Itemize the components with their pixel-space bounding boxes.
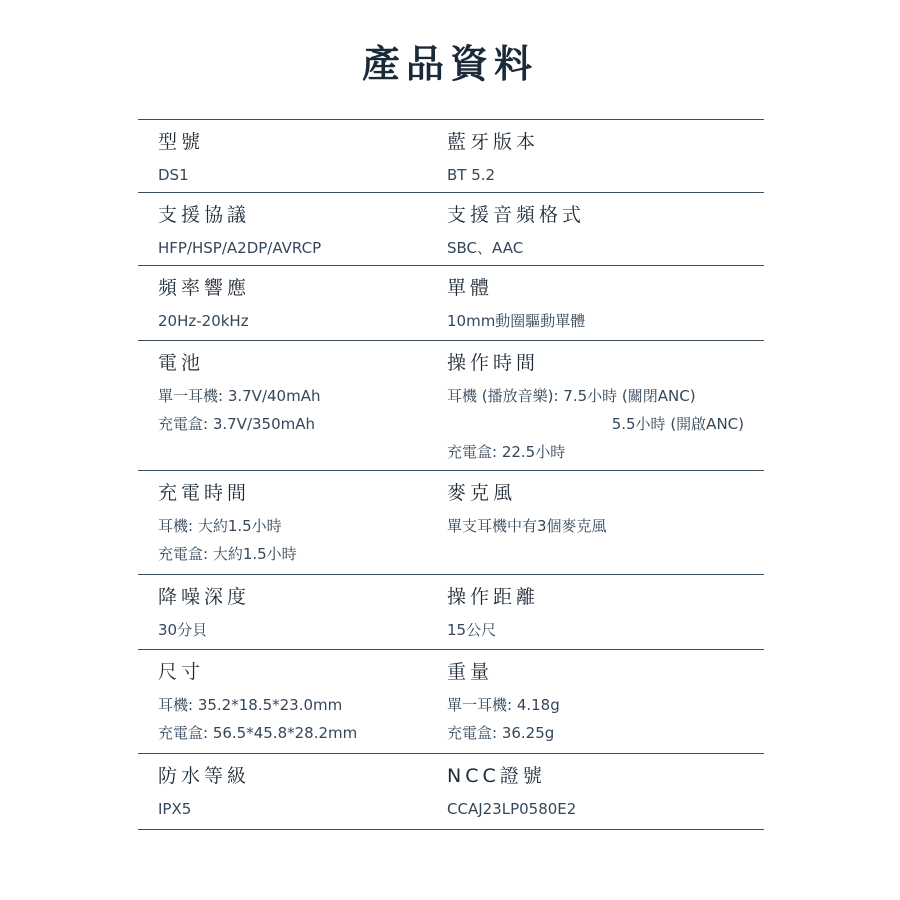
spec-row-noise xyxy=(138,575,764,650)
spec-value: 5.5小時 (開啟ANC) xyxy=(611,415,744,433)
spec-value: 15公尺 xyxy=(447,621,497,639)
spec-label: 型號 xyxy=(158,131,205,153)
spec-value: 單一耳機: 4.18g xyxy=(447,696,560,714)
spec-battery xyxy=(158,351,428,438)
spec-label: 尺寸 xyxy=(158,661,205,683)
spec-value: HFP/HSP/A2DP/AVRCP xyxy=(158,239,322,257)
spec-label: 降噪深度 xyxy=(158,586,251,608)
spec-row-battery xyxy=(138,341,764,471)
spec-dimensions xyxy=(158,660,428,747)
spec-label: 充電時間 xyxy=(158,482,251,504)
spec-value: 20Hz-20kHz xyxy=(158,312,249,330)
spec-value: SBC、AAC xyxy=(447,239,524,257)
spec-row-protocol xyxy=(138,193,764,266)
spec-label: 支援協議 xyxy=(158,204,251,226)
spec-charging-time xyxy=(158,481,428,568)
spec-label: 防水等級 xyxy=(158,765,251,787)
spec-table xyxy=(138,119,764,830)
spec-value: 充電盒: 22.5小時 xyxy=(447,443,566,461)
spec-value: 30分貝 xyxy=(158,621,208,639)
spec-value: 單一耳機: 3.7V/40mAh xyxy=(158,387,321,405)
spec-label: 麥克風 xyxy=(447,482,517,504)
spec-label: 頻率響應 xyxy=(158,277,251,299)
page-title: 產品資料 xyxy=(361,42,538,86)
spec-value: 充電盒: 56.5*45.8*28.2mm xyxy=(158,724,358,742)
spec-label: 電池 xyxy=(158,352,205,374)
spec-waterproof-rating xyxy=(158,764,428,823)
spec-protocols xyxy=(158,203,428,262)
spec-row-charging xyxy=(138,471,764,575)
spec-value: DS1 xyxy=(158,166,189,184)
spec-value: 充電盒: 36.25g xyxy=(447,724,555,742)
spec-value: 耳機 (播放音樂): 7.5小時 (關閉ANC) xyxy=(447,387,696,405)
spec-label: 單體 xyxy=(447,277,494,299)
spec-row-frequency xyxy=(138,266,764,341)
spec-frequency-response xyxy=(158,276,428,335)
spec-audio-formats xyxy=(447,203,757,262)
spec-row-waterproof xyxy=(138,754,764,830)
spec-noise-reduction xyxy=(158,585,428,644)
spec-ncc-number xyxy=(447,764,757,823)
spec-value: IPX5 xyxy=(158,800,192,818)
spec-operating-time xyxy=(447,351,757,466)
spec-weight xyxy=(447,660,757,747)
spec-label: NCC證號 xyxy=(447,765,546,787)
spec-value: 充電盒: 大約1.5小時 xyxy=(158,545,297,563)
spec-row-model xyxy=(138,120,764,193)
spec-driver xyxy=(447,276,757,335)
spec-value: 10mm動圈驅動單體 xyxy=(447,312,586,330)
spec-value: 耳機: 大約1.5小時 xyxy=(158,517,282,535)
spec-operating-range xyxy=(447,585,757,644)
spec-bluetooth-version xyxy=(447,130,757,189)
spec-label: 重量 xyxy=(447,661,494,683)
spec-label: 操作時間 xyxy=(447,352,540,374)
spec-label: 藍牙版本 xyxy=(447,131,540,153)
spec-value: CCAJ23LP0580E2 xyxy=(447,800,577,818)
spec-model xyxy=(158,130,428,189)
spec-value: 單支耳機中有3個麥克風 xyxy=(447,517,607,535)
spec-row-size xyxy=(138,650,764,754)
spec-value: BT 5.2 xyxy=(447,166,496,184)
spec-label: 操作距離 xyxy=(447,586,540,608)
spec-label: 支援音頻格式 xyxy=(447,204,586,226)
spec-value: 耳機: 35.2*18.5*23.0mm xyxy=(158,696,343,714)
spec-value: 充電盒: 3.7V/350mAh xyxy=(158,415,316,433)
spec-microphone xyxy=(447,481,757,540)
